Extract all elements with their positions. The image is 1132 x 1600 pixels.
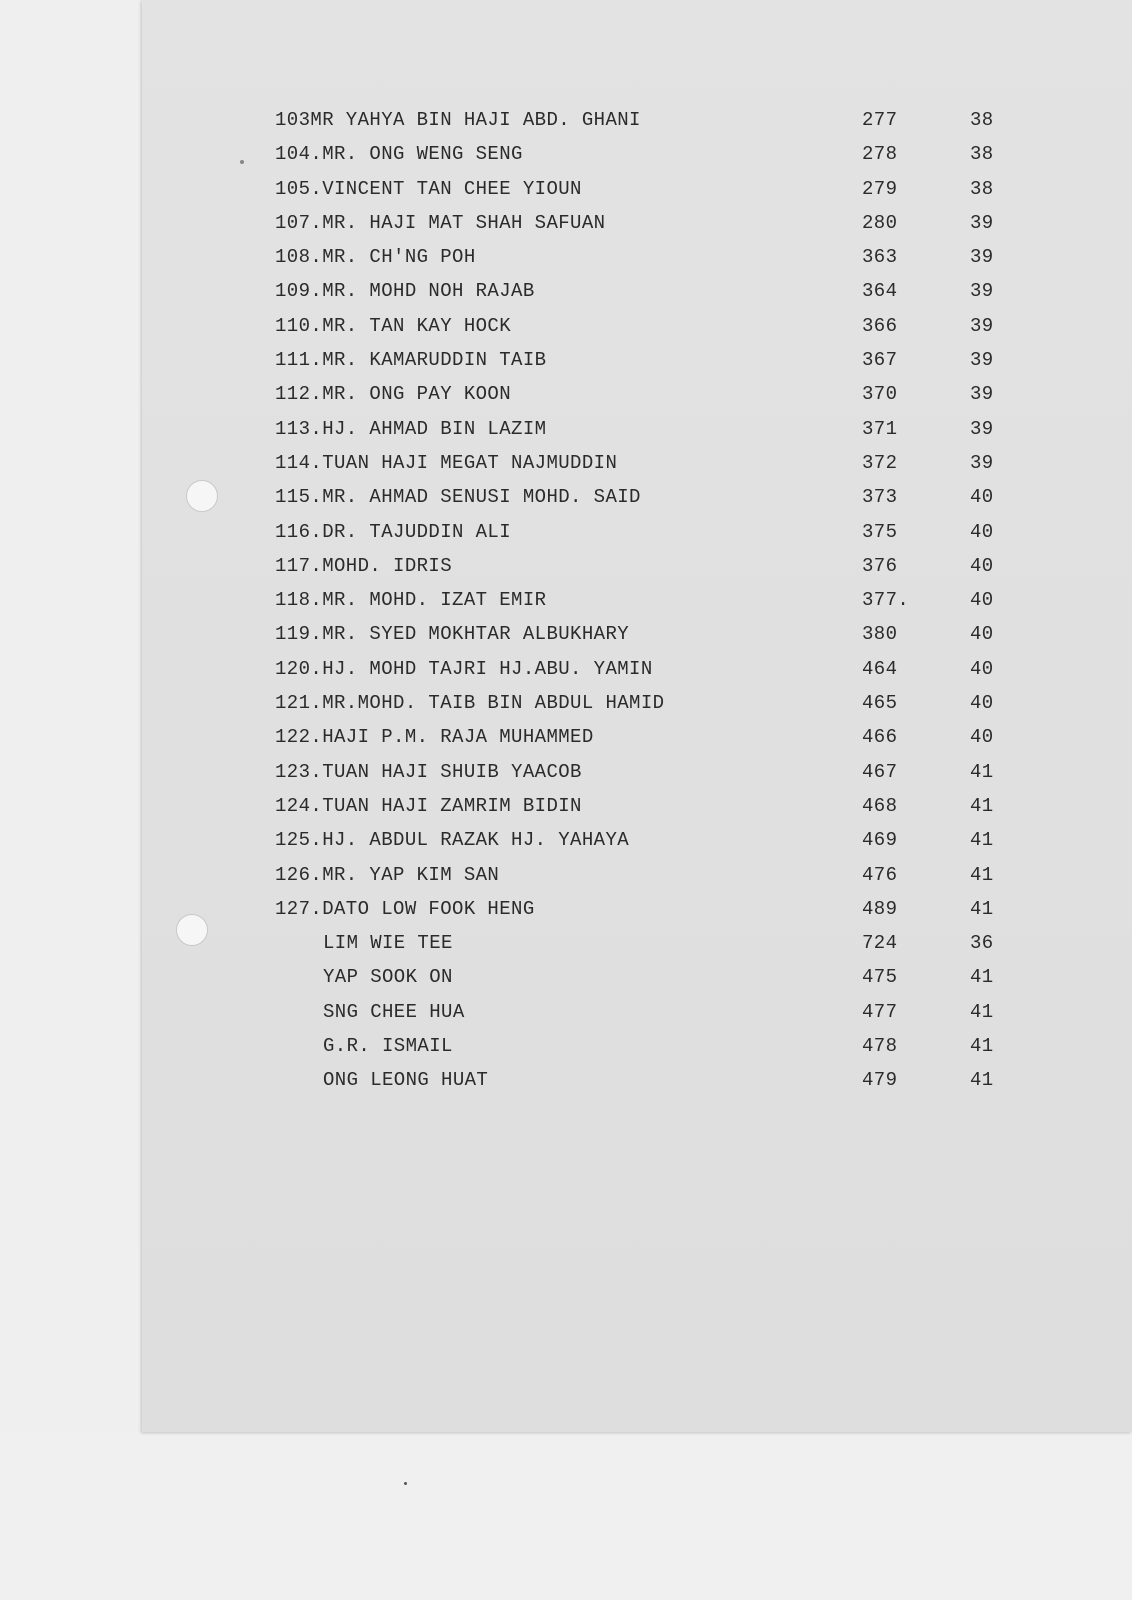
entry-number: 367 xyxy=(862,349,898,372)
entry-number: 475 xyxy=(862,966,898,989)
entry-name: LIM WIE TEE xyxy=(323,932,453,955)
entry-row xyxy=(0,137,1132,171)
entry-page: 40 xyxy=(970,520,994,543)
entry-number: 375 xyxy=(862,520,898,543)
entry-number: 477 xyxy=(862,1000,898,1023)
entry-row xyxy=(0,480,1132,514)
entry-number: 279 xyxy=(862,177,898,200)
entry-page: 39 xyxy=(970,349,994,372)
entry-name: 111.MR. KAMARUDDIN TAIB xyxy=(275,349,547,372)
entry-page: 41 xyxy=(970,897,994,920)
entry-number: 478 xyxy=(862,1035,898,1058)
entry-name: 115.MR. AHMAD SENUSI MOHD. SAID xyxy=(275,486,641,509)
entry-name: 117.MOHD. IDRIS xyxy=(275,554,453,577)
entry-row xyxy=(0,412,1132,446)
entry-name: 127.DATO LOW FOOK HENG xyxy=(275,897,535,920)
entry-row xyxy=(0,755,1132,789)
entry-page: 41 xyxy=(970,1069,994,1092)
entry-name: 105.VINCENT TAN CHEE YIOUN xyxy=(275,177,582,200)
entry-name: 126.MR. YAP KIM SAN xyxy=(275,863,500,886)
entry-number: 280 xyxy=(862,211,898,234)
entry-row xyxy=(0,960,1132,994)
entry-number: 364 xyxy=(862,280,898,303)
entry-list xyxy=(0,103,1132,1098)
entry-page: 41 xyxy=(970,829,994,852)
entry-name: 104.MR. ONG WENG SENG xyxy=(275,143,523,166)
entry-name: 123.TUAN HAJI SHUIB YAACOB xyxy=(275,760,582,783)
entry-number: 476 xyxy=(862,863,898,886)
entry-number: 467 xyxy=(862,760,898,783)
entry-name: 103MR YAHYA BIN HAJI ABD. GHANI xyxy=(275,109,641,131)
entry-row xyxy=(0,515,1132,549)
entry-row xyxy=(0,617,1132,651)
entry-row xyxy=(0,446,1132,480)
entry-row xyxy=(0,686,1132,720)
entry-page: 41 xyxy=(970,794,994,817)
entry-page: 39 xyxy=(970,451,994,474)
entry-page: 40 xyxy=(970,589,994,612)
scan-background-bottom xyxy=(0,1432,1132,1600)
entry-number: 380 xyxy=(862,623,898,646)
entry-page: 36 xyxy=(970,932,994,955)
entry-number: 371 xyxy=(862,417,898,440)
entry-page: 39 xyxy=(970,314,994,337)
entry-name: 107.MR. HAJI MAT SHAH SAFUAN xyxy=(275,211,606,234)
entry-number: 479 xyxy=(862,1069,898,1092)
entry-row xyxy=(0,103,1132,137)
entry-page: 38 xyxy=(970,177,994,200)
entry-page: 40 xyxy=(970,692,994,715)
entry-page: 39 xyxy=(970,211,994,234)
entry-row xyxy=(0,274,1132,308)
entry-name: 112.MR. ONG PAY KOON xyxy=(275,383,512,406)
entry-number: 468 xyxy=(862,794,898,817)
entry-row xyxy=(0,583,1132,617)
entry-row xyxy=(0,995,1132,1029)
entry-row xyxy=(0,823,1132,857)
entry-page: 40 xyxy=(970,623,994,646)
entry-row xyxy=(0,206,1132,240)
entry-page: 41 xyxy=(970,1035,994,1058)
entry-name: G.R. ISMAIL xyxy=(323,1035,453,1058)
entry-name: 120.HJ. MOHD TAJRI HJ.ABU. YAMIN xyxy=(275,657,653,680)
entry-number: 466 xyxy=(862,726,898,749)
entry-number: 370 xyxy=(862,383,898,406)
entry-row xyxy=(0,309,1132,343)
entry-row xyxy=(0,549,1132,583)
entry-page: 41 xyxy=(970,760,994,783)
entry-name: 119.MR. SYED MOKHTAR ALBUKHARY xyxy=(275,623,630,646)
entry-number: 373 xyxy=(862,486,898,509)
entry-name: 114.TUAN HAJI MEGAT NAJMUDDIN xyxy=(275,451,618,474)
entry-page: 39 xyxy=(970,246,994,269)
entry-page: 39 xyxy=(970,280,994,303)
entry-row xyxy=(0,1029,1132,1063)
entry-number: 469 xyxy=(862,829,898,852)
entry-name: 110.MR. TAN KAY HOCK xyxy=(275,314,512,337)
entry-name: YAP SOOK ON xyxy=(323,966,453,989)
entry-row xyxy=(0,720,1132,754)
entry-page: 41 xyxy=(970,863,994,886)
entry-name: 109.MR. MOHD NOH RAJAB xyxy=(275,280,535,303)
entry-name: SNG CHEE HUA xyxy=(323,1000,465,1023)
entry-number: 372 xyxy=(862,451,898,474)
entry-number: 277 xyxy=(862,109,898,131)
entry-row xyxy=(0,1063,1132,1097)
entry-page: 39 xyxy=(970,417,994,440)
entry-page: 38 xyxy=(970,143,994,166)
entry-name: 118.MR. MOHD. IZAT EMIR xyxy=(275,589,547,612)
entry-row xyxy=(0,652,1132,686)
entry-name: 116.DR. TAJUDDIN ALI xyxy=(275,520,512,543)
entry-page: 40 xyxy=(970,486,994,509)
entry-page: 41 xyxy=(970,966,994,989)
entry-name: 108.MR. CH'NG POH xyxy=(275,246,476,269)
entry-row xyxy=(0,789,1132,823)
entry-name: 122.HAJI P.M. RAJA MUHAMMED xyxy=(275,726,594,749)
entry-page: 39 xyxy=(970,383,994,406)
entry-number: 376 xyxy=(862,554,898,577)
entry-row xyxy=(0,892,1132,926)
entry-page: 41 xyxy=(970,1000,994,1023)
entry-page: 40 xyxy=(970,657,994,680)
entry-number: 366 xyxy=(862,314,898,337)
entry-name: 124.TUAN HAJI ZAMRIM BIDIN xyxy=(275,794,582,817)
entry-page: 40 xyxy=(970,554,994,577)
entry-row xyxy=(0,858,1132,892)
entry-number: 278 xyxy=(862,143,898,166)
entry-row xyxy=(0,172,1132,206)
dust-speck xyxy=(404,1482,407,1485)
entry-row xyxy=(0,240,1132,274)
entry-number: 363 xyxy=(862,246,898,269)
entry-number: 489 xyxy=(862,897,898,920)
entry-page: 40 xyxy=(970,726,994,749)
entry-name: 113.HJ. AHMAD BIN LAZIM xyxy=(275,417,547,440)
entry-page: 38 xyxy=(970,109,994,131)
entry-name: ONG LEONG HUAT xyxy=(323,1069,489,1092)
entry-row xyxy=(0,926,1132,960)
entry-name: 125.HJ. ABDUL RAZAK HJ. YAHAYA xyxy=(275,829,630,852)
entry-number: 465 xyxy=(862,692,898,715)
entry-row xyxy=(0,377,1132,411)
entry-number: 464 xyxy=(862,657,898,680)
entry-name: 121.MR.MOHD. TAIB BIN ABDUL HAMID xyxy=(275,692,665,715)
entry-number: 724 xyxy=(862,932,898,955)
entry-row xyxy=(0,343,1132,377)
entry-number: 377. xyxy=(862,589,910,612)
